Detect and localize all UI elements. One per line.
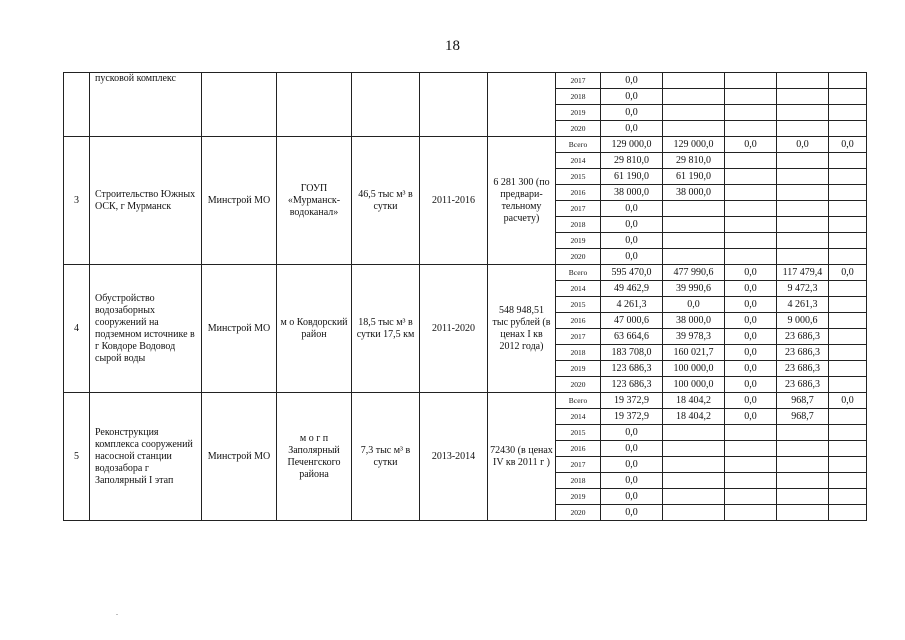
amount-cell [725,217,777,233]
amount-cell [725,457,777,473]
empty-cell [777,73,829,89]
amount-cell: 0,0 [601,505,663,521]
amount-cell [725,489,777,505]
amount-cell: 160 021,7 [663,345,725,361]
amount-cell: 0,0 [725,137,777,153]
empty-cell [777,121,829,137]
amount-cell: 23 686,3 [777,361,829,377]
total-cell: 0,0 [601,73,663,89]
amount-cell: 477 990,6 [663,265,725,281]
amount-cell: 23 686,3 [777,377,829,393]
amount-cell [829,217,867,233]
empty-cell [829,89,867,105]
amount-cell: 595 470,0 [601,265,663,281]
amount-cell: 29 810,0 [663,153,725,169]
year-cell: Всего [556,265,601,281]
empty-cell [725,105,777,121]
amount-cell [663,425,725,441]
amount-cell: 0,0 [725,361,777,377]
amount-cell [829,409,867,425]
amount-cell: 39 978,3 [663,329,725,345]
amount-cell [777,153,829,169]
executor-cell: ГОУП «Мурманск-водоканал» [277,137,352,265]
row-number-cell: 5 [64,393,90,521]
amount-cell [663,457,725,473]
amount-cell [663,217,725,233]
year-cell: 2017 [556,329,601,345]
amount-cell [829,281,867,297]
client-cell: Минстрой МО [202,137,277,265]
amount-cell [725,425,777,441]
amount-cell: 123 686,3 [601,361,663,377]
amount-cell [725,441,777,457]
amount-cell: 0,0 [725,329,777,345]
amount-cell: 0,0 [725,345,777,361]
year-cell: 2017 [556,457,601,473]
empty-cell [488,73,556,137]
year-cell: 2015 [556,425,601,441]
empty-cell [829,105,867,121]
amount-cell [725,185,777,201]
amount-cell: 0,0 [829,393,867,409]
year-cell: Всего [556,393,601,409]
amount-cell: 0,0 [725,377,777,393]
amount-cell [829,153,867,169]
amount-cell [725,505,777,521]
amount-cell [829,345,867,361]
amount-cell [663,249,725,265]
empty-cell [829,73,867,89]
amount-cell [725,233,777,249]
year-cell: 2019 [556,361,601,377]
amount-cell [829,361,867,377]
amount-cell [777,425,829,441]
amount-cell [777,233,829,249]
amount-cell: 0,0 [777,137,829,153]
amount-cell: 38 000,0 [663,313,725,329]
empty-cell [725,121,777,137]
amount-cell: 18 404,2 [663,393,725,409]
amount-cell: 0,0 [601,217,663,233]
amount-cell: 61 190,0 [663,169,725,185]
amount-cell [663,441,725,457]
year-cell: 2018 [556,89,601,105]
amount-cell: 0,0 [725,409,777,425]
amount-cell: 61 190,0 [601,169,663,185]
amount-cell: 9 000,6 [777,313,829,329]
year-cell: 2020 [556,249,601,265]
client-cell: Минстрой МО [202,265,277,393]
amount-cell: 129 000,0 [601,137,663,153]
amount-cell: 23 686,3 [777,329,829,345]
year-cell: 2018 [556,217,601,233]
year-cell: 2014 [556,153,601,169]
amount-cell [663,489,725,505]
project-name-cell: Реконструкция комплекса сооружений насосной станции водозабора г Заполярный I этап [90,393,202,521]
amount-cell: 0,0 [601,473,663,489]
amount-cell: 0,0 [601,457,663,473]
executor-cell: м о г п Заполярный Печенгского района [277,393,352,521]
year-cell: 2020 [556,377,601,393]
amount-cell: 0,0 [829,137,867,153]
program-table [63,72,867,521]
cost-cell: 548 948,51 тыс рублей (в ценах I кв 2012 года) [488,265,556,393]
amount-cell: 0,0 [663,297,725,313]
empty-cell [663,105,725,121]
empty-cell [663,89,725,105]
amount-cell: 0,0 [601,441,663,457]
amount-cell [777,473,829,489]
amount-cell: 968,7 [777,393,829,409]
project-name-cell: Обустройство водозаборных сооружений на подземном источнике в г Ковдоре Водовод сырой воды [90,265,202,393]
period-cell: 2011-2020 [420,265,488,393]
amount-cell: 29 810,0 [601,153,663,169]
amount-cell [777,249,829,265]
cost-cell: 72430 (в ценах IV кв 2011 г ) [488,393,556,521]
amount-cell [777,201,829,217]
capacity-cell: 7,3 тыс м³ в сутки [352,393,420,521]
year-cell: Всего [556,137,601,153]
year-cell: 2017 [556,201,601,217]
amount-cell: 183 708,0 [601,345,663,361]
amount-cell [829,201,867,217]
amount-cell [663,233,725,249]
amount-cell [829,505,867,521]
amount-cell: 0,0 [601,489,663,505]
amount-cell: 0,0 [725,313,777,329]
amount-cell [829,297,867,313]
page-number: 18 [445,38,460,54]
amount-cell: 19 372,9 [601,409,663,425]
amount-cell [663,201,725,217]
year-cell: 2016 [556,441,601,457]
table-row [64,73,867,89]
amount-cell [777,489,829,505]
executor-cell: м о Ковдорский район [277,265,352,393]
amount-cell [777,457,829,473]
amount-cell: 129 000,0 [663,137,725,153]
amount-cell [777,505,829,521]
amount-cell [829,425,867,441]
empty-cell [829,121,867,137]
amount-cell [777,169,829,185]
empty-cell [352,73,420,137]
total-cell: 0,0 [601,105,663,121]
year-cell: 2018 [556,345,601,361]
amount-cell: 968,7 [777,409,829,425]
period-cell: 2011-2016 [420,137,488,265]
amount-cell [777,185,829,201]
year-cell: 2016 [556,185,601,201]
amount-cell [725,473,777,489]
amount-cell: 123 686,3 [601,377,663,393]
amount-cell [829,313,867,329]
empty-cell [420,73,488,137]
amount-cell: 47 000,6 [601,313,663,329]
amount-cell: 100 000,0 [663,361,725,377]
year-cell: 2020 [556,505,601,521]
amount-cell [829,441,867,457]
amount-cell [829,489,867,505]
amount-cell [829,457,867,473]
period-cell: 2013-2014 [420,393,488,521]
amount-cell [829,377,867,393]
amount-cell: 18 404,2 [663,409,725,425]
amount-cell [829,169,867,185]
amount-cell: 23 686,3 [777,345,829,361]
year-cell: 2019 [556,489,601,505]
table-body [64,73,867,521]
amount-cell [829,473,867,489]
table-row [64,393,867,409]
amount-cell: 117 479,4 [777,265,829,281]
footnote-mark: . [116,608,118,617]
amount-cell [663,505,725,521]
amount-cell: 0,0 [601,425,663,441]
cost-cell: 6 281 300 (по предвари-тельному расчету) [488,137,556,265]
amount-cell [725,249,777,265]
amount-cell: 0,0 [601,233,663,249]
amount-cell: 63 664,6 [601,329,663,345]
amount-cell [725,201,777,217]
row-number-cell [64,73,90,137]
year-cell: 2019 [556,105,601,121]
amount-cell: 0,0 [725,393,777,409]
year-cell: 2014 [556,281,601,297]
amount-cell: 4 261,3 [777,297,829,313]
amount-cell: 0,0 [725,281,777,297]
amount-cell [663,473,725,489]
project-name-cell: пусковой комплекс [90,73,202,137]
year-cell: 2015 [556,169,601,185]
amount-cell: 0,0 [601,249,663,265]
amount-cell [829,185,867,201]
amount-cell: 19 372,9 [601,393,663,409]
amount-cell: 38 000,0 [663,185,725,201]
empty-cell [202,73,277,137]
total-cell: 0,0 [601,121,663,137]
empty-cell [663,73,725,89]
year-cell: 2020 [556,121,601,137]
amount-cell [829,329,867,345]
amount-cell: 39 990,6 [663,281,725,297]
amount-cell: 100 000,0 [663,377,725,393]
year-cell: 2017 [556,73,601,89]
amount-cell [725,169,777,185]
amount-cell: 0,0 [725,297,777,313]
amount-cell: 0,0 [601,201,663,217]
table-row [64,137,867,153]
amount-cell [777,441,829,457]
amount-cell [725,153,777,169]
empty-cell [725,73,777,89]
project-name-cell: Строительство Южных ОСК, г Мурманск [90,137,202,265]
empty-cell [777,105,829,121]
row-number-cell: 4 [64,265,90,393]
empty-cell [777,89,829,105]
capacity-cell: 18,5 тыс м³ в сутки 17,5 км [352,265,420,393]
amount-cell [829,249,867,265]
year-cell: 2018 [556,473,601,489]
row-number-cell: 3 [64,137,90,265]
amount-cell: 0,0 [829,265,867,281]
table-row [64,265,867,281]
year-cell: 2016 [556,313,601,329]
amount-cell: 49 462,9 [601,281,663,297]
year-cell: 2015 [556,297,601,313]
capacity-cell: 46,5 тыс м³ в сутки [352,137,420,265]
empty-cell [725,89,777,105]
amount-cell [829,233,867,249]
client-cell: Минстрой МО [202,393,277,521]
empty-cell [277,73,352,137]
amount-cell [777,217,829,233]
amount-cell: 9 472,3 [777,281,829,297]
amount-cell: 4 261,3 [601,297,663,313]
empty-cell [663,121,725,137]
year-cell: 2019 [556,233,601,249]
amount-cell: 38 000,0 [601,185,663,201]
year-cell: 2014 [556,409,601,425]
total-cell: 0,0 [601,89,663,105]
amount-cell: 0,0 [725,265,777,281]
